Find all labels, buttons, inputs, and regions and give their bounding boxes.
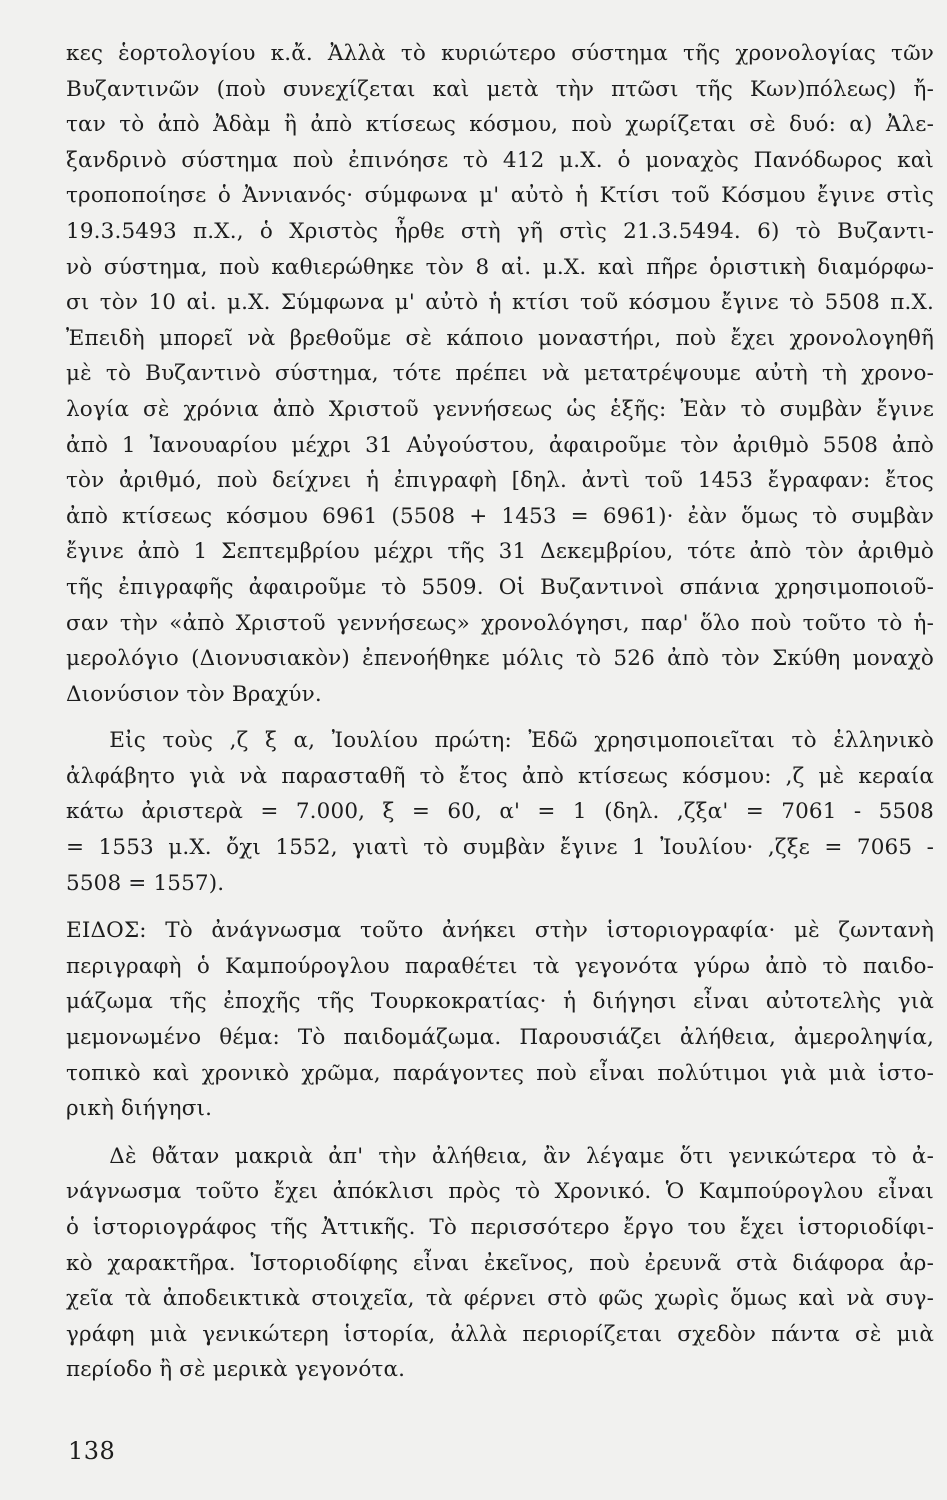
text-line: γράφη μιὰ γενικώτερη ἱστορία, ἀλλὰ περιορίζεται σχεδὸν πάντα σὲ μιὰ [66,1321,934,1347]
text-line: νάγνωσμα τοῦτο ἔχει ἀπόκλισι πρὸς τὸ Χρονικό. Ὁ Καμπούρογλου εἶναι [66,1179,934,1205]
text-line: 5508 = 1557). [66,870,225,896]
text-line: ἀπὸ 1 Ἰανουαρίου μέχρι 31 Αὐγούστου, ἀφαιροῦμε τὸν ἀριθμὸ 5508 ἀπὸ [66,432,934,458]
text-line: Δὲ θἄταν μακριὰ ἀπ' τὴν ἀλήθεια, ἂν λέγαμε ὅτι γενικώτερα τὸ ἀ- [66,1143,934,1169]
text-line: τῆς ἐπιγραφῆς ἀφαιροῦμε τὸ 5509. Οἱ Βυζαντινοὶ σπάνια χρησιμοποιοῦ- [66,574,934,600]
text-line: μεμονωμένο θέμα: Τὸ παιδομάζωμα. Παρουσιάζει ἀλήθεια, ἀμεροληψία, [66,1025,934,1051]
text-line: Ἐπειδὴ μπορεῖ νὰ βρεθοῦμε σὲ κάποιο μοναστήρι, ποὺ ἔχει χρονολογηθῆ [66,325,934,351]
text-line: μάζωμα τῆς ἐποχῆς τῆς Τουρκοκρατίας· ἡ διήγησι εἶναι αὐτοτελὴς γιὰ [66,989,934,1015]
text-line: κάτω ἀριστερὰ = 7.000, ξ = 60, α' = 1 (δηλ. ,ζξα' = 7061 - 5508 [66,799,934,825]
paragraph-chronology-systems [66,36,934,712]
text-line: ρικὴ διήγησι. [66,1096,213,1122]
text-line: τοπικὸ καὶ χρονικὸ χρῶμα, παράγοντες ποὺ εἶναι πολύτιμοι γιὰ μιὰ ἱστο- [66,1060,934,1086]
text-line: ἀλφάβητο γιὰ νὰ παρασταθῆ τὸ ἔτος ἀπὸ κτίσεως κόσμου: ,ζ μὲ κεραία [66,763,934,789]
text-line: σι τὸν 10 αἰ. μ.Χ. Σύμφωνα μ' αὐτὸ ἡ κτίσι τοῦ κόσμου ἔγινε τὸ 5508 π.Χ. [66,290,934,316]
paragraph-genre [66,913,934,1127]
text-line: νὸ σύστημα, ποὺ καθιερώθηκε τὸν 8 αἰ. μ.Χ. καὶ πῆρε ὁριστικὴ διαμόρφω- [66,254,934,280]
text-line: ὁ ἱστοριογράφος τῆς Ἀττικῆς. Τὸ περισσότερο ἔργο του ἔχει ἱστοριοδίφι- [66,1215,934,1240]
paragraph-gap [66,1127,934,1139]
paragraph-gap [66,712,934,723]
text-line: σαν τὴν «ἀπὸ Χριστοῦ γεννήσεως» χρονολόγησι, παρ' ὅλο ποὺ τοῦτο τὸ ἡ- [66,610,934,636]
text-line: μερολόγιο (Διονυσιακὸν) ἐπενοήθηκε μόλις τὸ 526 ἀπὸ τὸν Σκύθη μοναχὸ [66,646,934,672]
text-line: κες ἑορτολογίου κ.ἄ. Ἀλλὰ τὸ κυριώτερο σύστημα τῆς χρονολογίας τῶν [66,41,934,66]
text-line: 19.3.5493 π.Χ., ὁ Χριστὸς ἦρθε στὴ γῆ στὶς 21.3.5494. 6) τὸ Βυζαντι- [66,218,934,244]
text-line: μὲ τὸ Βυζαντινὸ σύστημα, τότε πρέπει νὰ μετατρέψουμε αὐτὴ τὴ χρονο- [66,361,934,387]
text-line: κὸ χαρακτῆρα. Ἱστοριοδίφης εἶναι ἐκεῖνος, ποὺ ἐρευνᾶ στὰ διάφορα ἀρ- [66,1250,934,1276]
text-line: λογία σὲ χρόνια ἀπὸ Χριστοῦ γεννήσεως ὡς ἑξῆς: Ἐὰν τὸ συμβὰν ἔγινε [66,396,934,422]
page-number: 138 [68,1437,116,1465]
paragraph-date-inscription [66,723,934,901]
text-line: ταν τὸ ἀπὸ Ἀδὰμ ἢ ἀπὸ κτίσεως κόσμου, ποὺ χωρίζεται σὲ δυό: α) Ἀλε- [66,112,934,138]
text-line: ΕΙΔΟΣ: Τὸ ἀνάγνωσμα τοῦτο ἀνήκει στὴν ἱστοριογραφία· μὲ ζωντανὴ [66,918,934,944]
text-line: ἀπὸ κτίσεως κόσμου 6961 (5508 + 1453 = 6961)· ἐὰν ὅμως τὸ συμβὰν [66,503,934,529]
text-line: Βυζαντινῶν (ποὺ συνεχίζεται καὶ μετὰ τὴν πτῶσι τῆς Κων)πόλεως) ἤ- [66,76,934,102]
text-block [66,36,934,1388]
text-line: Διονύσιον τὸν Βραχύν. [66,681,322,707]
paragraph-chronicle [66,1139,934,1388]
text-line: ἔγινε ἀπὸ 1 Σεπτεμβρίου μέχρι τῆς 31 Δεκεμβρίου, τότε ἀπὸ τὸν ἀριθμὸ [66,539,934,565]
paragraph-gap [66,901,934,913]
text-line: = 1553 μ.Χ. ὄχι 1552, γιατὶ τὸ συμβὰν ἔγινε 1 Ἰουλίου· ,ζξε = 7065 - [66,835,934,861]
text-line: περιγραφὴ ὁ Καμπούρογλου παραθέτει τὰ γεγονότα γύρω ἀπὸ τὸ παιδο- [66,953,934,979]
text-line: Εἰς τοὺς ,ζ ξ α, Ἰουλίου πρώτη: Ἐδῶ χρησιμοποιεῖται τὸ ἑλληνικὸ [66,728,934,754]
text-line: χεῖα τὰ ἀποδεικτικὰ στοιχεῖα, τὰ φέρνει στὸ φῶς χωρὶς ὅμως καὶ νὰ συγ- [66,1286,934,1312]
text-line: τὸν ἀριθμό, ποὺ δείχνει ἡ ἐπιγραφὴ [δηλ. ἀντὶ τοῦ 1453 ἔγραφαν: ἔτος [66,468,934,494]
text-line: ξανδρινὸ σύστημα ποὺ ἐπινόησε τὸ 412 μ.Χ. ὁ μοναχὸς Πανόδωρος καὶ [66,147,934,173]
text-line: τροποποίησε ὁ Ἀννιανός· σύμφωνα μ' αὐτὸ ἡ Κτίσι τοῦ Κόσμου ἔγινε στὶς [66,183,934,209]
text-line: περίοδο ἢ σὲ μερικὰ γεγονότα. [66,1357,406,1383]
